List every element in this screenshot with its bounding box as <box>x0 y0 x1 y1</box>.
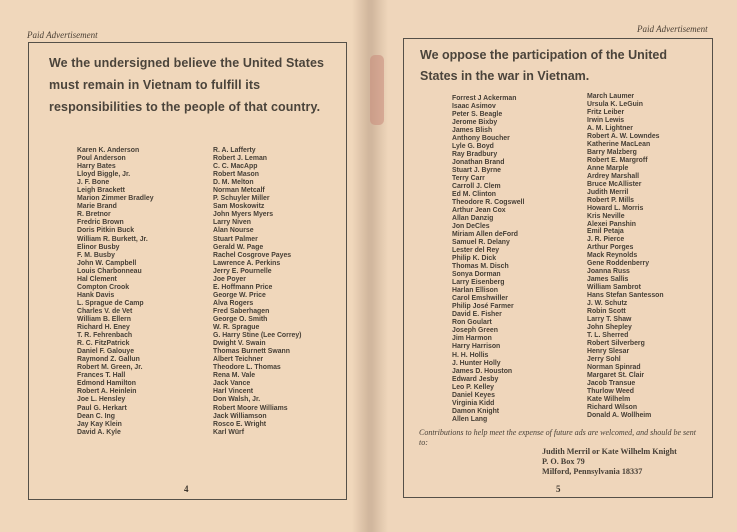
signer-name: Richard Wilson <box>587 403 638 411</box>
signer-name: Lloyd Biggle, Jr. <box>77 171 131 179</box>
signer-name: Robert Moore Williams <box>213 404 288 412</box>
signer-name: E. Hoffmann Price <box>213 283 273 291</box>
signer-name: Stuart J. Byrne <box>452 167 502 175</box>
signer-name: Daniel F. Galouye <box>77 348 135 356</box>
signer-name: Edward Jesby <box>452 375 499 383</box>
signer-name: Carroll J. Clem <box>452 183 501 191</box>
signer-name: Hank Davis <box>77 291 115 299</box>
signer-name: Allen Lang <box>452 415 488 423</box>
signer-name: A. M. Lightner <box>587 124 633 132</box>
signer-name: Allan Danzig <box>452 215 494 223</box>
signer-name: Harry Harrison <box>452 343 501 351</box>
signer-name: D. M. Melton <box>213 179 254 187</box>
signer-name: Fredric Brown <box>77 219 124 227</box>
signer-name: Jerry Sohl <box>587 355 621 363</box>
signer-name: Norman Spinrad <box>587 363 641 371</box>
page-stain <box>370 55 384 125</box>
signer-name: Edmond Hamilton <box>77 380 136 388</box>
signer-name: Katherine MacLean <box>587 140 651 148</box>
signer-name: Dwight V. Swain <box>213 340 266 348</box>
signer-name: Sam Moskowitz <box>213 203 265 211</box>
signer-name: Leo P. Kelley <box>452 383 495 391</box>
signer-name: John W. Campbell <box>77 259 137 267</box>
signer-name: P. Schuyler Miller <box>213 195 270 203</box>
signer-name: Ray Bradbury <box>452 151 498 159</box>
left-page <box>0 0 368 532</box>
signer-name: Ardrey Marshall <box>587 172 640 180</box>
signer-name: Ursula K. LeGuin <box>587 100 643 108</box>
address-line: Judith Merril or Kate Wilhelm Knight <box>542 447 677 456</box>
signer-name: J. Hunter Holly <box>452 359 501 367</box>
signer-name: Larry Eisenberg <box>452 279 505 287</box>
signer-name: L. Sprague de Camp <box>77 299 144 307</box>
signer-name: Frances T. Hall <box>77 372 126 380</box>
signer-name: David A. Kyle <box>77 428 121 436</box>
signer-name: Lyle G. Boyd <box>452 143 494 151</box>
signer-name: J. W. Schutz <box>587 300 628 308</box>
signer-name: R. Bretnor <box>77 211 111 219</box>
signer-name: George O. Smith <box>213 315 268 323</box>
signer-name: Kate Wilhelm <box>587 395 631 403</box>
signer-name: Anthony Boucher <box>452 135 510 143</box>
signer-name: Alexei Panshin <box>587 220 637 228</box>
signer-name: Harlan Ellison <box>452 287 498 295</box>
signer-name: Don Walsh, Jr. <box>213 396 261 404</box>
signer-name: Thomas Burnett Swann <box>213 348 290 356</box>
signer-name: Theodore R. Cogswell <box>452 199 525 207</box>
signer-name: Jack Williamson <box>213 412 267 420</box>
signers-column-left-1 <box>77 147 154 437</box>
signer-name: Mack Reynolds <box>587 252 638 260</box>
signer-name: James Sallis <box>587 276 629 284</box>
signer-name: Jack Vance <box>213 380 251 388</box>
signer-name: Joe L. Hensley <box>77 396 126 404</box>
signer-name: Jerome Bixby <box>452 119 498 127</box>
signer-name: Poul Anderson <box>77 155 126 163</box>
signer-name: Virginia Kidd <box>452 399 495 407</box>
signer-name: John Myers Myers <box>213 211 274 219</box>
signer-name: R. C. FitzPatrick <box>77 340 130 348</box>
signer-name: Gerald W. Page <box>213 243 264 251</box>
signer-name: Ron Goulart <box>452 319 492 327</box>
address-line: P. O. Box 79 <box>542 457 585 466</box>
signer-name: Samuel R. Delany <box>452 239 510 247</box>
signer-name: G. Harry Stine (Lee Correy) <box>213 332 302 340</box>
signer-name: John Shepley <box>587 324 632 332</box>
signer-name: Harry Bates <box>77 163 116 171</box>
signer-name: Rachel Cosgrove Payes <box>213 251 292 259</box>
signer-name: George W. Price <box>213 291 266 299</box>
signer-name: Jacob Transue <box>587 379 636 387</box>
signer-name: William B. Ellern <box>77 315 131 323</box>
signer-name: Peter S. Beagle <box>452 111 503 119</box>
signer-name: Leigh Brackett <box>77 187 125 195</box>
signer-name: Robert P. Mills <box>587 196 634 204</box>
signer-name: F. M. Busby <box>77 251 115 259</box>
signer-name: Charles V. de Vet <box>77 307 133 315</box>
signer-name: Marie Brand <box>77 203 117 211</box>
signer-name: Philip K. Dick <box>452 255 497 263</box>
signer-name: Jon DeCles <box>452 223 490 231</box>
signer-name: Joe Poyer <box>213 275 246 283</box>
signer-name: Raymond Z. Gallun <box>77 356 140 364</box>
contribution-note: Contributions to help meet the expense of future ads are welcomed, and should be sent to: <box>419 428 696 447</box>
signer-name: Lawrence A. Perkins <box>213 259 281 267</box>
signer-name: Robert A. W. Lowndes <box>587 132 660 140</box>
signer-name: Marion Zimmer Bradley <box>77 195 154 203</box>
signer-name: Jonathan Brand <box>452 159 505 167</box>
signers-column-right-1 <box>452 95 524 424</box>
signer-name: Daniel Keyes <box>452 391 495 399</box>
signer-name: William Sambrot <box>587 284 641 292</box>
signer-name: Robert Silverberg <box>587 340 645 348</box>
signer-name: Judith Merril <box>587 188 629 196</box>
signer-name: Hal Clement <box>77 275 117 283</box>
signer-name: T. R. Fehrenbach <box>77 332 133 340</box>
signer-name: R. A. Lafferty <box>213 147 256 154</box>
signers-column-left-2 <box>213 147 301 437</box>
signer-name: Donald A. Wollheim <box>587 411 652 419</box>
signer-name: Alan Nourse <box>213 227 254 235</box>
signer-name: Isaac Asimov <box>452 103 496 111</box>
signer-name: Elinor Busby <box>77 243 120 251</box>
signer-name: Gene Roddenberry <box>587 260 650 268</box>
signer-name: Dean C. Ing <box>77 412 115 420</box>
signer-name: Louis Charbonneau <box>77 267 142 275</box>
signer-name: Alva Rogers <box>213 299 254 307</box>
signer-name: W. R. Sprague <box>213 324 260 332</box>
signer-name: Jerry E. Pournelle <box>213 267 272 275</box>
signer-name: Fred Saberhagen <box>213 307 270 315</box>
signer-name: Robert E. Margroff <box>587 156 648 164</box>
signer-name: Robert J. Leman <box>213 155 267 163</box>
signer-name: Damon Knight <box>452 407 500 415</box>
signer-name: James D. Houston <box>452 367 513 375</box>
signer-name: Kris Neville <box>587 212 625 220</box>
signer-name: Thomas M. Disch <box>452 263 509 271</box>
signer-name: Jim Harmon <box>452 335 492 343</box>
signer-name: Fritz Leiber <box>587 108 625 116</box>
signer-name: Margaret St. Clair <box>587 371 645 379</box>
signer-name: Larry T. Shaw <box>587 316 632 324</box>
signer-name: Miriam Allen deFord <box>452 231 518 239</box>
signer-name: Henry Slesar <box>587 348 630 355</box>
signer-name: Howard L. Morris <box>587 204 644 212</box>
signer-name: Harl Vincent <box>213 388 254 396</box>
signer-name: Irwin Lewis <box>587 116 625 124</box>
signer-name: Carol Emshwiller <box>452 295 508 303</box>
signer-name: Arthur Porges <box>587 244 634 252</box>
signer-name: H. H. Hollis <box>452 351 489 359</box>
signer-name: T. L. Sherred <box>587 332 629 340</box>
signer-name: Barry Malzberg <box>587 148 637 156</box>
signer-name: J. R. Pierce <box>587 236 625 244</box>
signer-name: Robin Scott <box>587 308 626 316</box>
signer-name: C. C. MacApp <box>213 163 258 171</box>
address-line: Milford, Pennsylvania 18337 <box>542 467 643 476</box>
signer-name: James Blish <box>452 127 493 135</box>
signer-name: March Laumer <box>587 93 635 100</box>
signer-name: Robert Mason <box>213 171 259 179</box>
signer-name: Lester del Rey <box>452 247 500 255</box>
headline-oppose-war: We oppose the participation of the United States in the war in Vietnam. <box>420 48 667 83</box>
signer-name: Rena M. Vale <box>213 372 256 380</box>
signer-name: Karen K. Anderson <box>77 147 140 154</box>
signer-name: Forrest J Ackerman <box>452 95 517 102</box>
signer-name: Sonya Dorman <box>452 271 501 279</box>
signer-name: Anne Marple <box>587 164 629 172</box>
signer-name: Stuart Palmer <box>213 235 258 243</box>
signer-name: William R. Burkett, Jr. <box>77 235 148 243</box>
signer-name: Compton Crook <box>77 283 130 291</box>
signers-column-right-2 <box>587 93 664 420</box>
paid-advertisement-label-left: Paid Advertisement <box>27 30 98 40</box>
signer-name: Rosco E. Wright <box>213 420 267 428</box>
signer-name: Joseph Green <box>452 327 498 335</box>
signer-name: Karl Würf <box>213 428 245 436</box>
page-number-left: 4 <box>184 484 189 494</box>
signer-name: Thurlow Weed <box>587 387 634 395</box>
signer-name: Theodore L. Thomas <box>213 364 281 372</box>
signer-name: Norman Metcalf <box>213 187 265 195</box>
signer-name: Robert A. Heinlein <box>77 388 137 396</box>
signer-name: Larry Niven <box>213 219 251 227</box>
signer-name: Bruce McAllister <box>587 180 642 188</box>
signer-name: Doris Pitkin Buck <box>77 227 135 235</box>
signer-name: Emil Petaja <box>587 228 624 236</box>
signer-name: Philip José Farmer <box>452 303 514 311</box>
paid-advertisement-label-right: Paid Advertisement <box>637 24 708 34</box>
signer-name: David E. Fisher <box>452 311 502 319</box>
mailing-address <box>542 447 677 477</box>
signer-name: Joanna Russ <box>587 268 630 276</box>
signer-name: Terry Carr <box>452 175 485 183</box>
signer-name: Robert M. Green, Jr. <box>77 364 143 372</box>
signer-name: Ed M. Clinton <box>452 191 497 199</box>
page-number-right: 5 <box>556 484 561 494</box>
signer-name: Arthur Jean Cox <box>452 207 506 215</box>
signer-name: Richard H. Eney <box>77 324 130 332</box>
signer-name: Paul G. Herkart <box>77 404 127 412</box>
signer-name: J. F. Bone <box>77 179 110 187</box>
signer-name: Jay Kay Klein <box>77 420 122 428</box>
signer-name: Albert Teichner <box>213 356 264 364</box>
signer-name: Hans Stefan Santesson <box>587 292 664 300</box>
headline-support-war: We the undersigned believe the United States must remain in Vietnam to fulfill its responsibilities to the people of that country. <box>49 56 325 114</box>
